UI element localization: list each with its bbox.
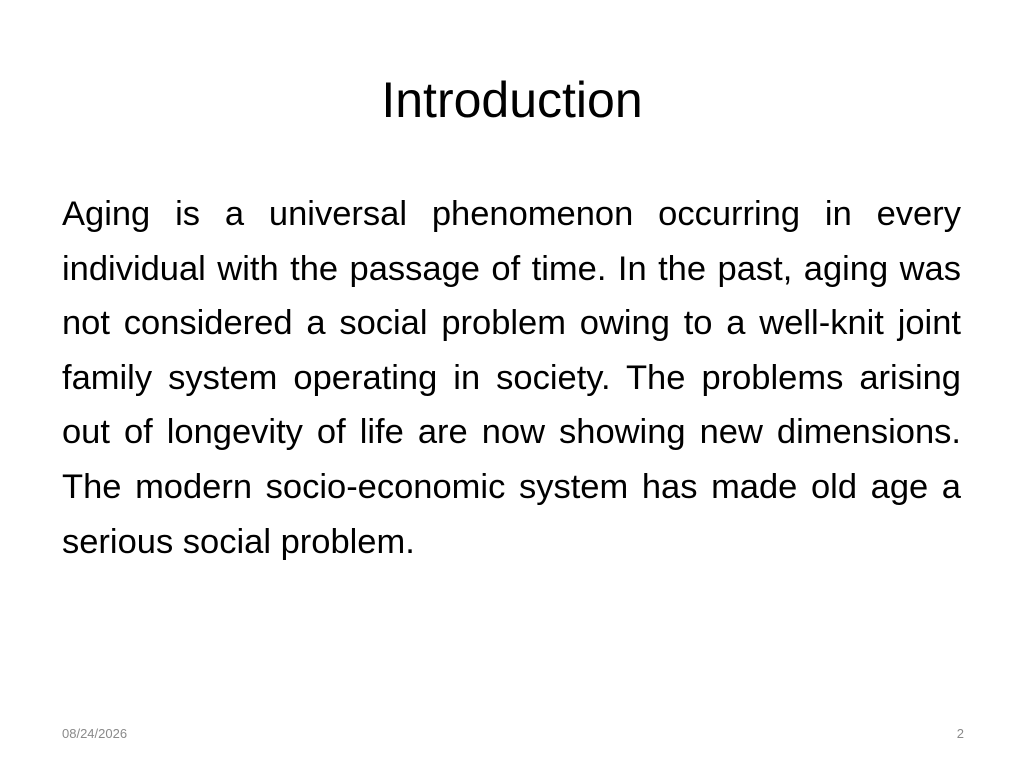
slide-title: Introduction — [381, 72, 643, 128]
slide-body-text: Aging is a universal phenomenon occurring in every individual with the passage of time. In the past, aging was not considered a social problem owing to a well-knit joint family system operating in society. The problems arising out of longevity of life are now showing new dimensions. The modern socio-economic system has made old age a serious social problem. — [62, 195, 961, 561]
footer-date: 08/24/2026 — [62, 726, 128, 741]
slide-number: 2 — [956, 726, 964, 741]
